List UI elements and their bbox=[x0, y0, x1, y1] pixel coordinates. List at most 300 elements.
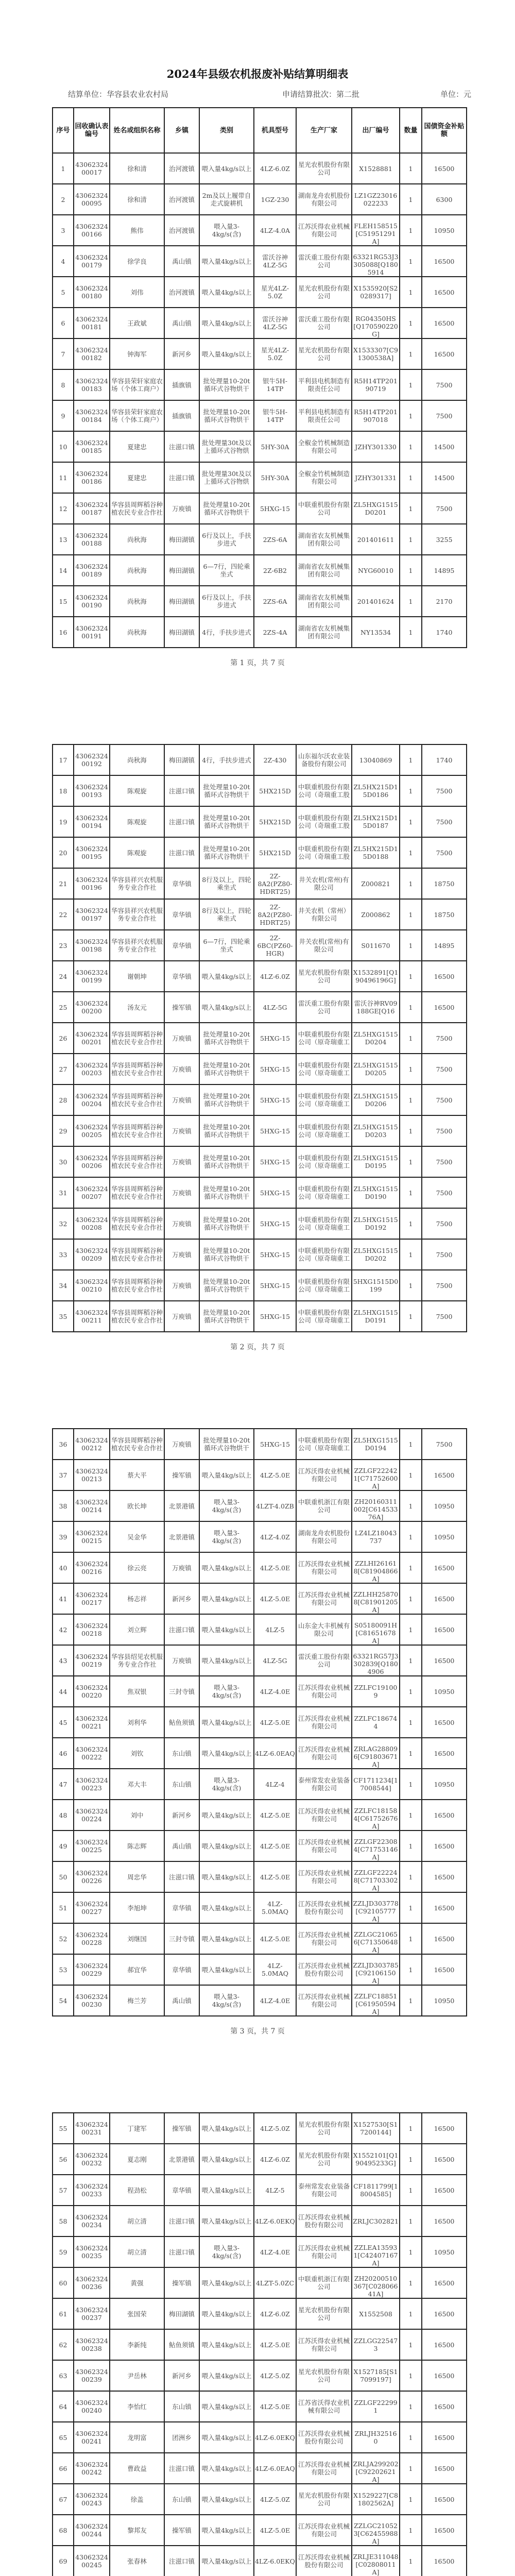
category-text: 喂入量4kg/s以上 bbox=[201, 2155, 252, 2163]
recycle-id-text: 4306232400191 bbox=[75, 624, 108, 640]
cell-recycle-id bbox=[74, 1115, 110, 1146]
township-text: 梅田湖镇 bbox=[168, 535, 195, 544]
cell-subsidy-amount bbox=[422, 1177, 467, 1208]
quantity-text: 1 bbox=[408, 1996, 413, 2005]
subsidy-amount-text: 16500 bbox=[434, 1656, 455, 1665]
cell-subsidy-amount bbox=[422, 2236, 467, 2267]
column-header-recycle-id: 回收确认表编号 bbox=[74, 108, 110, 153]
recycle-id-text: 4306232400214 bbox=[75, 1498, 108, 1514]
cell-owner-name bbox=[110, 462, 164, 493]
cell-township bbox=[164, 1583, 199, 1614]
recycle-id-text: 4306232400244 bbox=[75, 2522, 108, 2538]
seq-text: 11 bbox=[59, 473, 67, 482]
cell-serial-number bbox=[352, 1861, 400, 1892]
quantity-text: 1 bbox=[408, 381, 413, 389]
cell-owner-name bbox=[110, 992, 164, 1023]
model-text: 4LZ-6.0EAQ bbox=[255, 1749, 295, 1757]
cell-subsidy-amount bbox=[422, 1645, 467, 1676]
cell-category bbox=[199, 184, 254, 215]
owner-name-text: 郝宜华 bbox=[127, 1965, 147, 1974]
cell-subsidy-amount bbox=[422, 1985, 467, 2016]
cell-recycle-id bbox=[74, 1923, 110, 1954]
recycle-id-text: 4306232400226 bbox=[75, 1869, 108, 1885]
cell-serial-number bbox=[352, 617, 400, 648]
cell-category bbox=[199, 1270, 254, 1301]
settlement-batch: 申请结算批次：第二批 bbox=[282, 90, 360, 99]
cell-township bbox=[164, 1023, 199, 1054]
cell-recycle-id bbox=[74, 1239, 110, 1270]
table-row bbox=[53, 2422, 467, 2453]
cell-serial-number bbox=[352, 1738, 400, 1769]
model-text: 2Z-8A2(PZ80-HDRT25) bbox=[258, 903, 293, 926]
cell-model bbox=[254, 2113, 296, 2144]
seq-text: 57 bbox=[59, 2186, 67, 2194]
cell-serial-number bbox=[352, 1892, 400, 1923]
recycle-id-text: 4306232400204 bbox=[75, 1092, 108, 1108]
cell-subsidy-amount bbox=[422, 2391, 467, 2422]
category-text: 喂入量3-4kg/s(含) bbox=[212, 223, 242, 238]
cell-township bbox=[164, 1301, 199, 1332]
table-row bbox=[53, 400, 467, 431]
cell-category bbox=[199, 369, 254, 400]
table-row bbox=[53, 369, 467, 400]
cell-category bbox=[199, 899, 254, 930]
cell-model bbox=[254, 744, 296, 775]
model-text: 4LZ-5.0E bbox=[260, 2341, 290, 2349]
subsidy-amount-text: 16500 bbox=[434, 2155, 455, 2163]
serial-number-text: 201401611 bbox=[357, 535, 394, 544]
cell-manufacturer bbox=[296, 1583, 352, 1614]
owner-name-text: 华容县祥兴农机服务专业合作社 bbox=[111, 907, 163, 922]
table-row bbox=[53, 2360, 467, 2391]
manufacturer-text: 江苏沃得农业机械股份有限公司 bbox=[298, 1962, 350, 1977]
seq-text: 56 bbox=[59, 2155, 67, 2163]
subsidy-amount-text: 7500 bbox=[436, 1189, 453, 1197]
cell-recycle-id bbox=[74, 2329, 110, 2360]
recycle-id-text: 4306232400190 bbox=[75, 594, 108, 609]
cell-quantity bbox=[400, 2113, 422, 2144]
cell-seq bbox=[53, 775, 74, 806]
cell-subsidy-amount bbox=[422, 246, 467, 277]
cell-township bbox=[164, 2175, 199, 2206]
subsidy-amount-text: 16500 bbox=[434, 972, 455, 980]
quantity-text: 1 bbox=[408, 1502, 413, 1510]
category-text: 批处理量10-20t循环式谷物烘干 bbox=[203, 783, 250, 799]
recycle-id-text: 4306232400166 bbox=[75, 223, 108, 238]
cell-quantity bbox=[400, 1892, 422, 1923]
cell-manufacturer bbox=[296, 1239, 352, 1270]
cell-quantity bbox=[400, 1676, 422, 1707]
model-text: 5HY-30A bbox=[261, 443, 289, 451]
serial-number-text: R5H14TP20190719 bbox=[354, 377, 398, 393]
owner-name-text: 周忠华 bbox=[127, 1873, 147, 1881]
cell-subsidy-amount bbox=[422, 153, 467, 184]
subsidy-amount-text: 7500 bbox=[436, 504, 453, 513]
township-text: 北景港镇 bbox=[168, 1502, 195, 1510]
township-text: 治河渡镇 bbox=[168, 288, 195, 296]
subsidy-amount-text: 7500 bbox=[436, 1219, 453, 1228]
cell-recycle-id bbox=[74, 868, 110, 899]
cell-quantity bbox=[400, 868, 422, 899]
cell-manufacturer bbox=[296, 1023, 352, 1054]
quantity-text: 1 bbox=[408, 443, 413, 451]
cell-township bbox=[164, 1645, 199, 1676]
quantity-text: 1 bbox=[408, 2124, 413, 2132]
cell-quantity bbox=[400, 1583, 422, 1614]
recycle-id-text: 4306232400193 bbox=[75, 783, 108, 799]
quantity-text: 1 bbox=[408, 2186, 413, 2194]
category-text: 喂入量4kg/s以上 bbox=[201, 2371, 252, 2380]
seq-text: 52 bbox=[59, 1935, 67, 1943]
cell-manufacturer bbox=[296, 1861, 352, 1892]
cell-manufacturer bbox=[296, 992, 352, 1023]
cell-recycle-id bbox=[74, 215, 110, 246]
cell-quantity bbox=[400, 2515, 422, 2546]
manufacturer-text: 中联重机股份有限公司（原奇瑞重工 bbox=[298, 1216, 350, 1231]
recycle-id-text: 4306232400017 bbox=[75, 161, 108, 176]
cell-owner-name bbox=[110, 1208, 164, 1239]
cell-category bbox=[199, 1985, 254, 2016]
serial-number-text: ZRLJE311048[C02808011A] bbox=[353, 2553, 399, 2576]
cell-subsidy-amount bbox=[422, 1676, 467, 1707]
owner-name-text: 夏建忠 bbox=[127, 473, 147, 482]
recycle-id-text: 4306232400210 bbox=[75, 1278, 108, 1293]
category-text: 批处理量10-20t循环式谷物烘干 bbox=[203, 1061, 250, 1077]
column-header-manufacturer: 生产厂家 bbox=[296, 108, 352, 153]
cell-recycle-id bbox=[74, 2360, 110, 2391]
cell-seq bbox=[53, 215, 74, 246]
serial-number-text: ZL5HXG1515D0202 bbox=[353, 1247, 398, 1262]
table-row bbox=[53, 961, 467, 992]
cell-seq bbox=[53, 1676, 74, 1707]
subsidy-amount-text: 14895 bbox=[434, 566, 455, 574]
cell-serial-number bbox=[352, 1177, 400, 1208]
table-row bbox=[53, 1239, 467, 1270]
cell-seq bbox=[53, 1239, 74, 1270]
subsidy-amount-text: 18750 bbox=[434, 910, 455, 919]
cell-seq bbox=[53, 1177, 74, 1208]
township-text: 东山镇 bbox=[172, 2402, 192, 2411]
owner-name-text: 夏建忠 bbox=[127, 443, 147, 451]
table-row bbox=[53, 930, 467, 961]
cell-seq bbox=[53, 2206, 74, 2236]
category-text: 批处理量10-20t循环式谷物烘干 bbox=[203, 1278, 250, 1293]
township-text: 章华镇 bbox=[172, 941, 192, 950]
cell-recycle-id bbox=[74, 1552, 110, 1583]
cell-subsidy-amount bbox=[422, 2144, 467, 2175]
cell-owner-name bbox=[110, 617, 164, 648]
category-text: 2m及以上履带自走式旋耕机 bbox=[202, 192, 251, 207]
cell-seq bbox=[53, 1023, 74, 1054]
cell-township bbox=[164, 2329, 199, 2360]
cell-model bbox=[254, 1054, 296, 1084]
cell-recycle-id bbox=[74, 524, 110, 555]
owner-name-text: 陈观旋 bbox=[127, 787, 147, 795]
quantity-text: 1 bbox=[408, 1250, 413, 1259]
subsidy-amount-text: 7500 bbox=[436, 1127, 453, 1135]
cell-township bbox=[164, 400, 199, 431]
category-text: 喂入量4kg/s以上 bbox=[201, 1595, 252, 1603]
cell-serial-number bbox=[352, 1645, 400, 1676]
table-row bbox=[53, 1614, 467, 1645]
quantity-text: 1 bbox=[408, 2371, 413, 2380]
seq-text: 3 bbox=[61, 226, 65, 234]
owner-name-text: 王政斌 bbox=[127, 319, 147, 327]
manufacturer-text: 雷沃重工股份有限公司 bbox=[298, 1653, 350, 1668]
recycle-id-text: 4306232400201 bbox=[75, 1030, 108, 1046]
cell-township bbox=[164, 2144, 199, 2175]
cell-quantity bbox=[400, 992, 422, 1023]
model-text: 5HXG-15 bbox=[260, 1281, 290, 1290]
table-row bbox=[53, 2515, 467, 2546]
cell-subsidy-amount bbox=[422, 775, 467, 806]
cell-quantity bbox=[400, 1800, 422, 1831]
table-row bbox=[53, 1270, 467, 1301]
cell-recycle-id bbox=[74, 184, 110, 215]
cell-seq bbox=[53, 868, 74, 899]
cell-owner-name bbox=[110, 744, 164, 775]
model-text: 4LZ-5.0E bbox=[260, 1811, 290, 1819]
cell-seq bbox=[53, 1429, 74, 1460]
table-row bbox=[53, 2329, 467, 2360]
table-row bbox=[53, 1923, 467, 1954]
quantity-text: 1 bbox=[408, 1965, 413, 1974]
quantity-text: 1 bbox=[408, 1533, 413, 1541]
owner-name-text: 华容县周辉稻谷种植农民专业合作社 bbox=[111, 1123, 163, 1139]
cell-owner-name bbox=[110, 1861, 164, 1892]
category-text: 喂入量4kg/s以上 bbox=[201, 1811, 252, 1819]
serial-number-text: RG04350HS[Q170590220G] bbox=[353, 315, 398, 338]
cell-subsidy-amount bbox=[422, 961, 467, 992]
manufacturer-text: 星光农机股份有限公司 bbox=[298, 969, 350, 984]
cell-model bbox=[254, 1769, 296, 1800]
cell-owner-name bbox=[110, 1146, 164, 1177]
cell-manufacturer bbox=[296, 338, 352, 369]
cell-category bbox=[199, 837, 254, 868]
cell-model bbox=[254, 1645, 296, 1676]
cell-model bbox=[254, 555, 296, 586]
manufacturer-text: 星光农机股份有限公司 bbox=[298, 161, 350, 176]
serial-number-text: CF1811799[18004585] bbox=[353, 2182, 398, 2198]
cell-category bbox=[199, 338, 254, 369]
table-row bbox=[53, 1985, 467, 2016]
cell-township bbox=[164, 586, 199, 617]
serial-number-text: S05180091H[C81651678A] bbox=[354, 1621, 398, 1645]
model-text: 4LZ-5.0E bbox=[260, 1935, 290, 1943]
cell-model bbox=[254, 2267, 296, 2298]
cell-quantity bbox=[400, 369, 422, 400]
table-row bbox=[53, 462, 467, 493]
cell-quantity bbox=[400, 1084, 422, 1115]
cell-model bbox=[254, 277, 296, 308]
cell-recycle-id bbox=[74, 775, 110, 806]
seq-text: 55 bbox=[59, 2124, 67, 2132]
cell-serial-number bbox=[352, 2267, 400, 2298]
cell-seq bbox=[53, 1208, 74, 1239]
model-text: 4LZ-4.0E bbox=[260, 1687, 290, 1696]
cell-manufacturer bbox=[296, 617, 352, 648]
serial-number-text: ZH20200510367[C02806641A] bbox=[353, 2275, 398, 2298]
cell-model bbox=[254, 1831, 296, 1861]
cell-recycle-id bbox=[74, 1177, 110, 1208]
cell-category bbox=[199, 775, 254, 806]
subsidy-amount-text: 16500 bbox=[434, 2464, 455, 2472]
township-text: 注滋口镇 bbox=[168, 787, 195, 795]
cell-owner-name bbox=[110, 899, 164, 930]
owner-name-text: 刘立辉 bbox=[127, 1625, 147, 1634]
cell-category bbox=[199, 1800, 254, 1831]
cell-model bbox=[254, 1146, 296, 1177]
quantity-text: 1 bbox=[408, 2217, 413, 2225]
manufacturer-text: 江苏沃得农业机械有限公司 bbox=[298, 1869, 350, 1885]
model-text: 4LZ-5 bbox=[265, 1625, 285, 1634]
manufacturer-text: 江苏沃得农业机械股份有限公司 bbox=[298, 1900, 350, 1916]
cell-owner-name bbox=[110, 775, 164, 806]
recycle-id-text: 4306232400095 bbox=[75, 192, 108, 207]
cell-township bbox=[164, 2391, 199, 2422]
seq-text: 22 bbox=[59, 910, 67, 919]
quantity-text: 1 bbox=[408, 628, 413, 636]
category-text: 批处理量10-20t循环式谷物烘干 bbox=[203, 1154, 250, 1170]
cell-owner-name bbox=[110, 1800, 164, 1831]
cell-quantity bbox=[400, 1861, 422, 1892]
recycle-id-text: 4306232400238 bbox=[75, 2337, 108, 2352]
model-text: 4LZ-5.0MAQ bbox=[262, 1900, 288, 1916]
category-text: 喂入量3-4kg/s(含) bbox=[212, 1684, 242, 1699]
cell-model bbox=[254, 1923, 296, 1954]
table-row bbox=[53, 2113, 467, 2144]
table-row bbox=[53, 277, 467, 308]
serial-number-text: ZL5HXG1515D0206 bbox=[353, 1092, 398, 1108]
quantity-text: 1 bbox=[408, 1034, 413, 1042]
subsidy-amount-text: 16500 bbox=[434, 2310, 455, 2318]
category-text: 喂入量4kg/s以上 bbox=[201, 2217, 252, 2225]
cell-township bbox=[164, 775, 199, 806]
manufacturer-text: 井关农机(常州)有限公司 bbox=[299, 876, 349, 891]
serial-number-text: ZL5HXG1515D0201 bbox=[353, 501, 398, 516]
manufacturer-text: 中联重机浙江有限公司 bbox=[298, 1498, 350, 1514]
serial-number-text: ZL5HXG1515D0192 bbox=[353, 1216, 398, 1231]
model-text: 5HXG-15 bbox=[260, 1158, 290, 1166]
cell-seq bbox=[53, 1985, 74, 2016]
cell-category bbox=[199, 961, 254, 992]
cell-manufacturer bbox=[296, 1645, 352, 1676]
category-text: 喂入量3-4kg/s(含) bbox=[212, 1776, 242, 1792]
model-text: 5HY-30A bbox=[261, 473, 289, 482]
seq-text: 2 bbox=[61, 195, 65, 204]
cell-recycle-id bbox=[74, 2206, 110, 2236]
seq-text: 50 bbox=[59, 1873, 67, 1881]
table-row bbox=[53, 1084, 467, 1115]
manufacturer-text: 江苏沃得农业机械有限公司 bbox=[298, 1993, 350, 2008]
cell-subsidy-amount bbox=[422, 555, 467, 586]
recycle-id-text: 4306232400187 bbox=[75, 501, 108, 516]
cell-quantity bbox=[400, 2546, 422, 2576]
cell-owner-name bbox=[110, 2329, 164, 2360]
subsidy-amount-text: 16500 bbox=[434, 1718, 455, 1726]
cell-recycle-id bbox=[74, 2144, 110, 2175]
cell-owner-name bbox=[110, 277, 164, 308]
cell-seq bbox=[53, 1270, 74, 1301]
serial-number-text: X1527530[S17200144] bbox=[353, 2121, 398, 2136]
cell-model bbox=[254, 1023, 296, 1054]
cell-manufacturer bbox=[296, 1769, 352, 1800]
cell-subsidy-amount bbox=[422, 837, 467, 868]
category-text: 喂入量4kg/s以上 bbox=[201, 319, 252, 327]
category-text: 喂入量4kg/s以上 bbox=[201, 1749, 252, 1757]
owner-name-text: 欧长坤 bbox=[127, 1502, 147, 1510]
seq-text: 21 bbox=[59, 879, 67, 888]
table-row bbox=[53, 992, 467, 1023]
township-text: 禹山镇 bbox=[172, 1842, 192, 1850]
table-row bbox=[53, 2484, 467, 2515]
owner-name-text: 杨志祥 bbox=[127, 1595, 147, 1603]
serial-number-text: ZL5HXG1515D0195 bbox=[353, 1154, 398, 1170]
category-text: 喂入量4kg/s以上 bbox=[201, 1873, 252, 1881]
manufacturer-text: 泰州常发农业装备有限公司 bbox=[298, 2182, 350, 2198]
subsidy-amount-text: 14500 bbox=[434, 473, 455, 482]
seq-text: 69 bbox=[59, 2557, 67, 2565]
table-row bbox=[53, 1146, 467, 1177]
cell-subsidy-amount bbox=[422, 1146, 467, 1177]
cell-manufacturer bbox=[296, 2484, 352, 2515]
cell-recycle-id bbox=[74, 2267, 110, 2298]
subsidy-amount-text: 2170 bbox=[436, 597, 453, 605]
cell-manufacturer bbox=[296, 744, 352, 775]
cell-category bbox=[199, 2144, 254, 2175]
cell-serial-number bbox=[352, 2484, 400, 2515]
seq-text: 26 bbox=[59, 1034, 67, 1042]
cell-category bbox=[199, 1645, 254, 1676]
cell-manufacturer bbox=[296, 2175, 352, 2206]
table-row bbox=[53, 1645, 467, 1676]
cell-quantity bbox=[400, 1177, 422, 1208]
cell-township bbox=[164, 462, 199, 493]
cell-township bbox=[164, 1208, 199, 1239]
serial-number-text: ZZLFC191009 bbox=[354, 1684, 398, 1699]
seq-text: 68 bbox=[59, 2526, 67, 2534]
cell-category bbox=[199, 617, 254, 648]
recycle-id-text: 4306232400183 bbox=[75, 377, 108, 393]
owner-name-text: 丁建军 bbox=[127, 2124, 147, 2132]
category-text: 喂入量4kg/s以上 bbox=[201, 1625, 252, 1634]
cell-subsidy-amount bbox=[422, 493, 467, 524]
serial-number-text: ZRLAG288096[C91803671A] bbox=[353, 1745, 398, 1768]
cell-township bbox=[164, 1954, 199, 1985]
subsidy-amount-text: 16500 bbox=[434, 319, 455, 327]
cell-serial-number bbox=[352, 1985, 400, 2016]
cell-subsidy-amount bbox=[422, 806, 467, 837]
serial-number-text: Z000821 bbox=[361, 879, 390, 888]
owner-name-text: 尚秋海 bbox=[127, 628, 147, 636]
cell-serial-number bbox=[352, 1270, 400, 1301]
cell-quantity bbox=[400, 1769, 422, 1800]
cell-subsidy-amount bbox=[422, 1023, 467, 1054]
table-row bbox=[53, 1583, 467, 1614]
cell-township bbox=[164, 1831, 199, 1861]
seq-text: 24 bbox=[59, 972, 67, 980]
township-text: 章华镇 bbox=[172, 1965, 192, 1974]
owner-name-text: 程劲松 bbox=[127, 2186, 147, 2194]
cell-category bbox=[199, 308, 254, 338]
seq-text: 28 bbox=[59, 1096, 67, 1104]
cell-manufacturer bbox=[296, 1460, 352, 1490]
cell-serial-number bbox=[352, 1460, 400, 1490]
recycle-id-text: 4306232400182 bbox=[75, 346, 108, 362]
manufacturer-text: 江苏沃得农业机械有限公司 bbox=[298, 1684, 350, 1699]
cell-recycle-id bbox=[74, 246, 110, 277]
model-text: 银牛5H-14TP bbox=[262, 377, 288, 393]
